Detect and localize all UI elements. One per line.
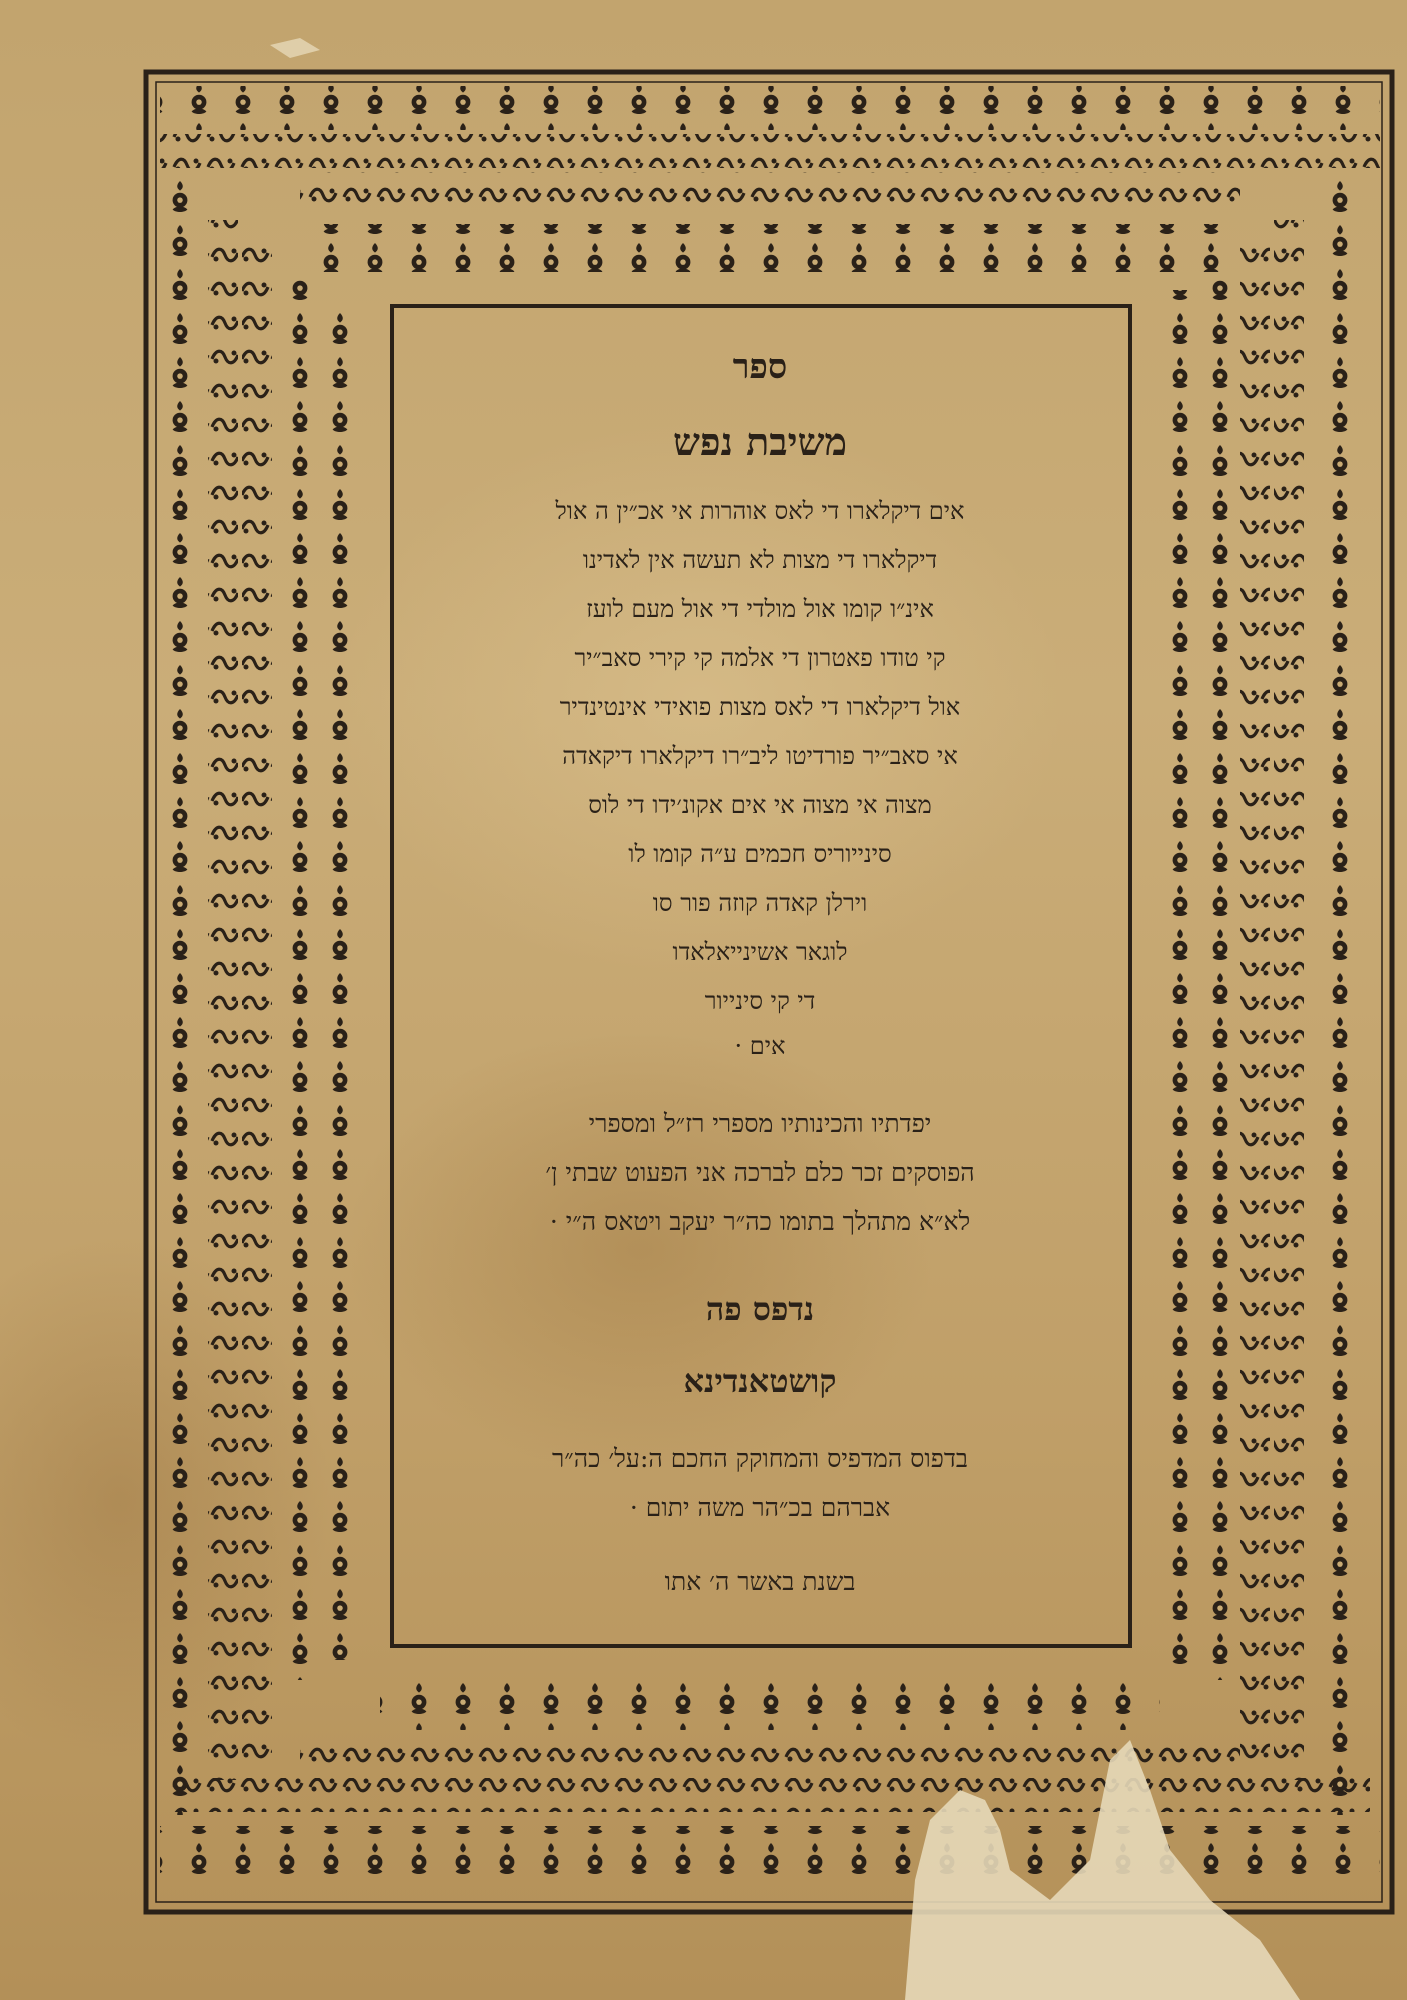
- description-line: וירלן קאדה קוזה פור סו: [652, 889, 868, 917]
- description-line: אינ״ו קומו אול מולדי די אול מעם לועז: [586, 595, 934, 623]
- printer-line: אברהם בכ״הר משה יתום ·: [629, 1493, 891, 1522]
- description-line: לוגאר אשינייאלאדו: [672, 938, 848, 966]
- book-title: משיבת נפש: [672, 419, 848, 464]
- description-line: מצוה אי מצוה אי אים אקונ׳ידו די לוס: [588, 791, 932, 819]
- description-line: סינייוריס חכמים ע״ה קומו לו: [628, 840, 892, 868]
- year-line: בשנת באשר ה׳ אתו: [664, 1567, 856, 1596]
- description-line: די קי סינייור: [704, 987, 816, 1015]
- description-line: אים ·: [734, 1032, 786, 1060]
- credit-line: לא״א מתהלך בתומו כה״ר יעקב ויטאס ה״י ·: [549, 1207, 971, 1236]
- description-line: אול דיקלארו די לאס מצות פואידי אינטינדיר: [559, 693, 961, 721]
- credit-line: יפדתיו והכינותיו מספרי רז״ל ומספרי: [588, 1109, 932, 1138]
- printer-line: בדפוס המדפיס והמחוקק החכם ה:על׳ כה״ר: [552, 1444, 968, 1473]
- credit-line: הפוסקים זכר כלם לברכה אני הפעוט שבתי ן׳: [545, 1158, 975, 1187]
- description-line: אים דיקלארו די לאס אוהרות אי אכ״ין ה אול: [555, 497, 965, 525]
- printed-here-line: נדפס פה: [705, 1290, 815, 1328]
- place-name: קושטאנדינא: [683, 1362, 837, 1400]
- description-line: דיקלארו די מצות לא תעשה אין לאדינו: [582, 546, 938, 574]
- description-line: אי סאב״יר פורדיטו ליב״רו דיקלארו דיקאדה: [562, 742, 958, 770]
- description-line: קי טודו פאטרון די אלמה קי קירי סאב״יר: [574, 644, 946, 672]
- title-line-sefer: ספר: [732, 347, 788, 387]
